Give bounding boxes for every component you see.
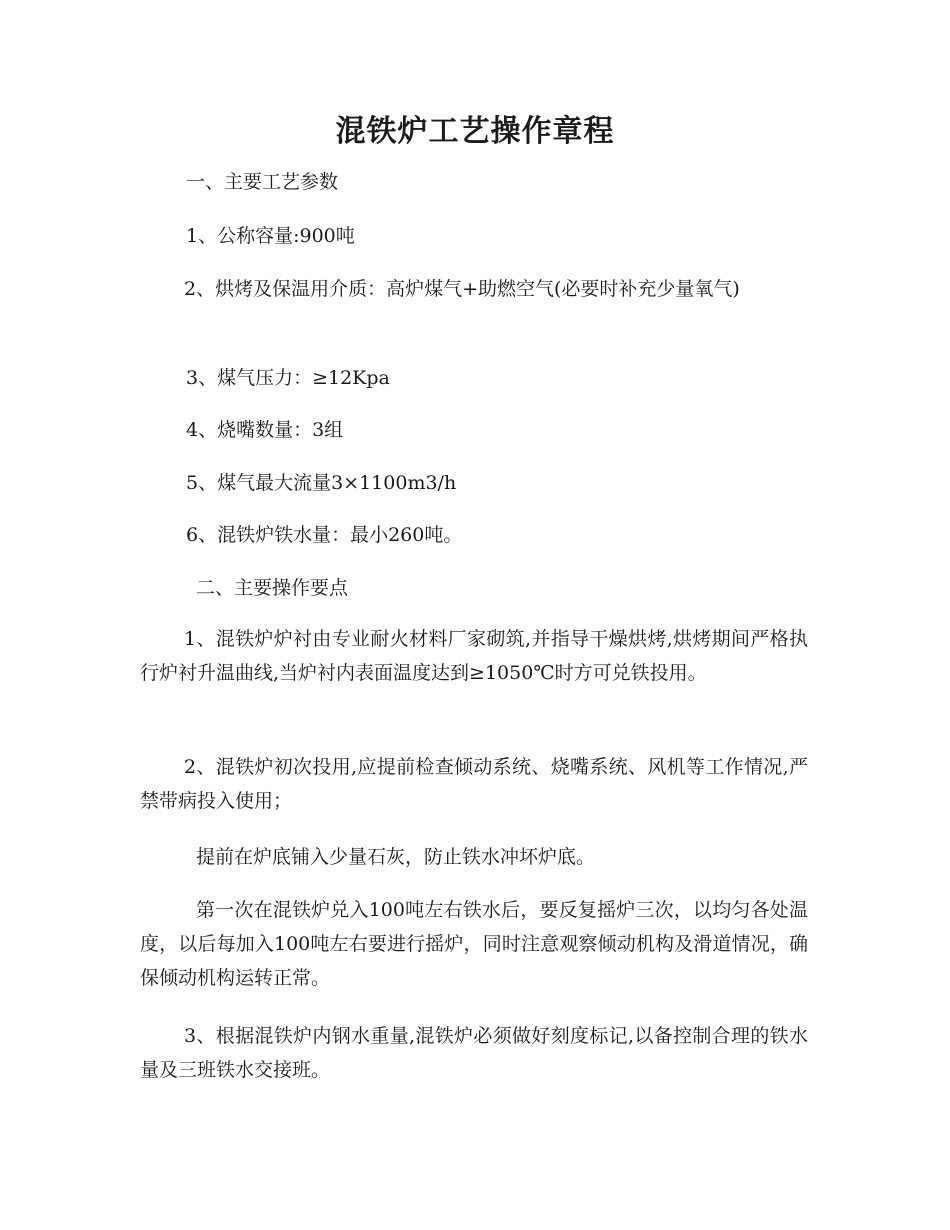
- section-heading-parameters: 一、主要工艺参数: [186, 171, 339, 193]
- param-min-iron-volume: 6、混铁炉铁水量：最小260吨。: [186, 524, 463, 546]
- param-burner-count: 4、烧嘴数量：3组: [186, 419, 344, 441]
- param-gas-pressure: 3、煤气压力：≥12Kpa: [186, 367, 390, 389]
- operation-point-first-use: 2、混铁炉初次投用,应提前检查倾动系统、烧嘴系统、风机等工作情况,严禁带病投入使用；: [140, 756, 808, 812]
- operation-point-rocking: 第一次在混铁炉兑入100吨左右铁水后，要反复摇炉三次，以均匀各处温度，以后每加入100吨左右要进行摇炉，同时注意观察倾动机构及滑道情况，确保倾动机构运转正常。: [140, 899, 808, 989]
- param-capacity: 1、公称容量:900吨: [186, 225, 355, 247]
- section-heading-operations: 二、主要操作要点: [196, 577, 349, 599]
- operation-point-lime: 提前在炉底铺入少量石灰，防止铁水冲坏炉底。: [196, 846, 596, 868]
- param-max-gas-flow: 5、煤气最大流量3×1100m3/h: [186, 472, 457, 494]
- operation-point-lining: 1、混铁炉炉衬由专业耐火材料厂家砌筑,并指导干燥烘烤,烘烤期间严格执行炉衬升温曲线,当炉衬内表面温度达到≥1050℃时方可兑铁投用。: [140, 628, 808, 684]
- operation-point-scale-marking: 3、根据混铁炉内钢水重量,混铁炉必须做好刻度标记,以备控制合理的铁水量及三班铁水交接班。: [140, 1025, 808, 1081]
- document-title: 混铁炉工艺操作章程: [335, 114, 615, 149]
- param-heating-medium: 2、烘烤及保温用介质：高炉煤气+助燃空气(必要时补充少量氧气): [184, 278, 740, 300]
